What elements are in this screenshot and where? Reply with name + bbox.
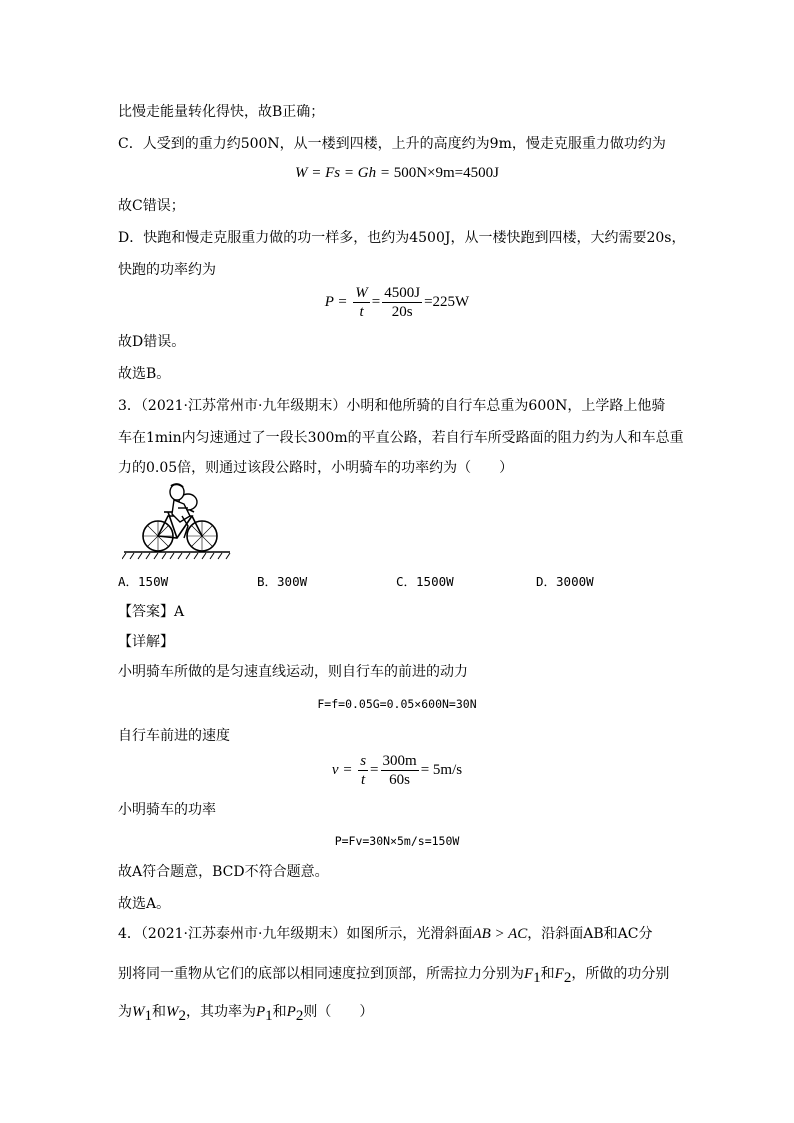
equation-power-run <box>0 284 794 321</box>
numerator: W <box>355 285 368 301</box>
question-3-line-3: 力的0.05倍，则通过该段公路时，小明骑车的功率约为（ ） <box>118 460 514 476</box>
text-span: 为 <box>118 1004 132 1020</box>
inline-math: W <box>166 1004 179 1020</box>
equals-sign: = <box>370 761 379 778</box>
subscript: 1 <box>533 969 541 986</box>
question-4-line-2 <box>118 964 669 988</box>
equation-force: F=f=0.05G=0.05×600N=30N <box>317 697 477 711</box>
text-line: 故D错误。 <box>118 334 186 350</box>
option-a: A．150W <box>118 574 169 589</box>
text-line: 故选A。 <box>118 896 171 912</box>
text-span: 则（ ） <box>303 1004 374 1020</box>
numerator: 300m <box>382 753 417 769</box>
text-line: 快跑的功率约为 <box>118 262 216 278</box>
text-line: D．快跑和慢走克服重力做的功一样多，也约为4500J，从一楼快跑到四楼，大约需要20s， <box>118 230 686 246</box>
equation-rhs: 500N×9m=4500J <box>393 165 499 181</box>
numerator: s <box>360 753 367 769</box>
inline-math: P <box>256 1004 266 1020</box>
inline-math: P <box>286 1004 296 1020</box>
text-line: 自行车前进的速度 <box>118 728 230 744</box>
equation-lhs: v = <box>331 761 353 778</box>
inline-math: F <box>554 966 564 982</box>
subscript: 1 <box>144 1007 152 1024</box>
denominator: 20s <box>391 304 413 320</box>
text-line: 比慢走能量转化得快，故B正确； <box>118 104 325 120</box>
text-span: 别将同一重物从它们的底部以相同速度拉到顶部，所需拉力分别为 <box>118 966 524 982</box>
text-span: ，沿斜面AB和AC分 <box>527 926 653 942</box>
equals-sign: = <box>371 293 381 310</box>
inline-math: W <box>132 1004 145 1020</box>
cyclist-illustration <box>122 482 232 560</box>
fraction <box>358 752 368 789</box>
equation-speed <box>0 752 794 789</box>
question-4-line-1 <box>118 924 653 944</box>
denominator: t <box>359 304 364 320</box>
numerator: 4500J <box>384 285 421 301</box>
text-span: 和 <box>272 1004 287 1020</box>
option-c: C．1500W <box>396 574 454 589</box>
question-3-line-2: 车在1min内匀速通过了一段长300m的平直公路，若自行车所受路面的阻力约为人和车总重 <box>118 430 684 446</box>
subscript: 1 <box>265 1007 273 1024</box>
text-line: 故A符合题意，BCD不符合题意。 <box>118 864 329 880</box>
fraction <box>353 284 370 321</box>
inline-math: AB > AC <box>472 926 528 942</box>
question-4-line-3 <box>118 1002 373 1026</box>
equation-lhs: W = Fs = Gh = <box>295 165 394 181</box>
detail-label: 【详解】 <box>118 634 174 650</box>
equation-lhs: P = <box>324 293 348 310</box>
equation-rhs: = 5m/s <box>420 761 463 778</box>
equation-rhs: =225W <box>424 293 470 310</box>
fraction <box>382 284 422 321</box>
text-span: 和 <box>152 1004 166 1020</box>
question-3-line-1: 3．（2021·江苏常州市·九年级期末）小明和他所骑的自行车总重为600N，上学路上他骑 <box>118 398 666 414</box>
text-line: 小明骑车所做的是匀速直线运动，则自行车的前进的动力 <box>118 664 468 680</box>
denominator: 60s <box>389 772 411 788</box>
option-d: D．3000W <box>536 574 594 589</box>
subscript: 2 <box>295 1007 304 1024</box>
option-b: B．300W <box>257 574 308 589</box>
text-span: ，所做的功分别 <box>571 966 670 982</box>
inline-math: F <box>524 966 534 982</box>
answer-label: 【答案】A <box>118 604 185 620</box>
equation-power: P=Fv=30N×5m/s=150W <box>334 834 460 848</box>
equation-work <box>0 165 794 182</box>
text-line: 故选B。 <box>118 366 171 382</box>
text-span: 4．（2021·江苏泰州市·九年级期末）如图所示，光滑斜面 <box>118 926 473 942</box>
text-span: ，其功率为 <box>186 1004 256 1020</box>
denominator: t <box>361 772 366 788</box>
text-line: 故C错误； <box>118 198 185 214</box>
text-line: C．人受到的重力约500N，从一楼到四楼，上升的高度约为9m，慢走克服重力做功约为 <box>118 136 666 152</box>
subscript: 2 <box>178 1007 186 1024</box>
text-span: 和 <box>540 966 555 982</box>
fraction <box>381 752 419 789</box>
subscript: 2 <box>563 969 572 986</box>
text-line: 小明骑车的功率 <box>118 802 216 818</box>
